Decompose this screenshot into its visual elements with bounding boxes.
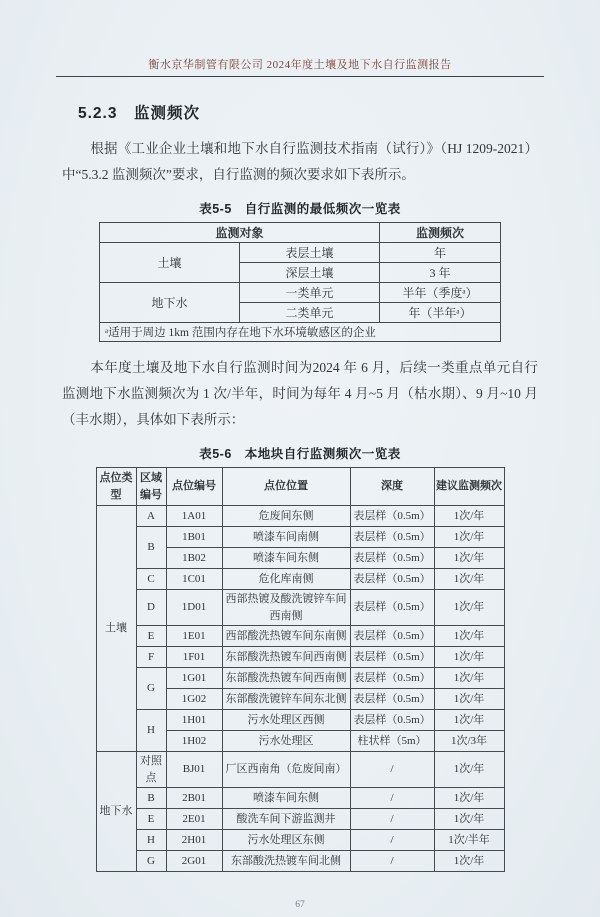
unit-cell: 深层土壤: [240, 263, 380, 283]
header-cell-point-location: 点位位置: [222, 468, 350, 506]
frequency-cell: 1次/年: [434, 626, 504, 647]
table-row: [100, 243, 501, 263]
code-cell: 1C01: [166, 569, 222, 590]
table-row: [96, 527, 504, 548]
location-cell: 污水处理区西侧: [222, 710, 350, 731]
depth-cell: 表层样（0.5m）: [350, 689, 434, 710]
location-cell: 喷漆车间东侧: [222, 788, 350, 809]
location-cell: 东部酸洗镀锌车间东北侧: [222, 689, 350, 710]
zone-cell: G: [136, 668, 166, 710]
frequency-cell: 1次/年: [434, 569, 504, 590]
table-row: [96, 851, 504, 872]
frequency-cell: 1次/年: [434, 851, 504, 872]
code-cell: 2B01: [166, 788, 222, 809]
zone-cell: F: [136, 647, 166, 668]
group-cell-soil: 土壤: [100, 243, 240, 283]
table-header-row: [96, 468, 504, 506]
section-heading: 5.2.3 监测频次: [78, 105, 200, 122]
frequency-cell: 1次/年: [434, 647, 504, 668]
paragraph-monitoring-schedule: 本年度土壤及地下水自行监测时间为2024 年 6 月，后续一类重点单元自行监测地下水监测频次为 1 次/半年，时间为每年 4 月~5 月（枯水期）、9 月~10 月（丰水期），具体如下表所示：: [62, 360, 538, 427]
frequency-cell: 1次/3年: [434, 731, 504, 752]
depth-cell: 表层样（0.5m）: [350, 626, 434, 647]
report-page: [0, 56, 600, 917]
table-row: [96, 626, 504, 647]
zone-cell: A: [136, 506, 166, 527]
depth-cell: 柱状样（5m）: [350, 731, 434, 752]
depth-cell: /: [350, 809, 434, 830]
code-cell: 1D01: [166, 590, 222, 626]
depth-cell: 表层样（0.5m）: [350, 548, 434, 569]
table-row: [96, 506, 504, 527]
table-row: [96, 590, 504, 626]
location-cell: 西部酸洗热镀车间东南侧: [222, 626, 350, 647]
depth-cell: /: [350, 788, 434, 809]
page-number: 67: [295, 900, 305, 910]
location-cell: 喷漆车间东侧: [222, 548, 350, 569]
location-cell: 喷漆车间南侧: [222, 527, 350, 548]
paragraph-monitoring-basis: 根据《工业企业土壤和地下水自行监测技术指南（试行）》（HJ 1209-2021） 中“5.3.2 监测频次”要求，自行监测的频次要求如下表所示。: [62, 141, 538, 182]
zone-cell: C: [136, 569, 166, 590]
table-5-6-caption: 表5-6 本地块自行监测频次一览表: [199, 447, 401, 461]
location-cell: 危废间东侧: [222, 506, 350, 527]
frequency-cell: 1次/年: [434, 527, 504, 548]
location-cell: 污水处理区东侧: [222, 830, 350, 851]
code-cell: 1B01: [166, 527, 222, 548]
location-cell: 西部热镀及酸洗镀锌车间西南侧: [222, 590, 350, 626]
code-cell: 1G01: [166, 668, 222, 689]
location-cell: 东部酸洗热镀车间北侧: [222, 851, 350, 872]
zone-cell: E: [136, 809, 166, 830]
code-cell: 1H01: [166, 710, 222, 731]
group-cell-groundwater: 地下水: [100, 283, 240, 323]
depth-cell: 表层样（0.5m）: [350, 569, 434, 590]
code-cell: BJ01: [166, 752, 222, 788]
table-row: [96, 830, 504, 851]
location-cell: 酸洗车间下游监测井: [222, 809, 350, 830]
table-site-frequency: [96, 467, 505, 872]
frequency-cell: 1次/年: [434, 590, 504, 626]
unit-cell: 表层土壤: [240, 243, 380, 263]
frequency-cell: 1次/年: [434, 689, 504, 710]
frequency-cell: 1次/年: [434, 506, 504, 527]
frequency-cell: 1次/年: [434, 788, 504, 809]
zone-cell: B: [136, 788, 166, 809]
code-cell: 1A01: [166, 506, 222, 527]
zone-cell: E: [136, 626, 166, 647]
depth-cell: /: [350, 752, 434, 788]
table-row: [96, 788, 504, 809]
depth-cell: /: [350, 830, 434, 851]
code-cell: 2G01: [166, 851, 222, 872]
depth-cell: 表层样（0.5m）: [350, 590, 434, 626]
zone-cell: H: [136, 710, 166, 752]
header-cell-point-code: 点位编号: [166, 468, 222, 506]
frequency-cell: 1次/年: [434, 752, 504, 788]
frequency-cell: 1次/年: [434, 548, 504, 569]
zone-cell: B: [136, 527, 166, 569]
depth-cell: 表层样（0.5m）: [350, 647, 434, 668]
zone-cell: H: [136, 830, 166, 851]
header-cell-suggested-frequency: 建议监测频次: [434, 468, 504, 506]
frequency-cell: 3 年: [380, 263, 501, 283]
depth-cell: 表层样（0.5m）: [350, 710, 434, 731]
table-row: [96, 668, 504, 689]
frequency-cell: 1次/年: [434, 809, 504, 830]
header-cell-zone-code: 区域编号: [136, 468, 166, 506]
frequency-cell: 年（半年ᵃ）: [380, 303, 501, 323]
header-cell-point-type: 点位类型: [96, 468, 136, 506]
footnote-cell: ᵃ适用于周边 1km 范围内存在地下水环境敏感区的企业: [100, 323, 501, 342]
table-row: [96, 809, 504, 830]
header-cell-object: 监测对象: [100, 223, 380, 243]
table-row: [96, 752, 504, 788]
zone-cell: D: [136, 590, 166, 626]
table-row: [96, 647, 504, 668]
header-cell-frequency: 监测频次: [380, 223, 501, 243]
header-cell-depth: 深度: [350, 468, 434, 506]
code-cell: 1E01: [166, 626, 222, 647]
table-header-row: [100, 223, 501, 243]
frequency-cell: 1次/年: [434, 668, 504, 689]
table-footnote-row: [100, 323, 501, 342]
zone-cell: 对照点: [136, 752, 166, 788]
code-cell: 2E01: [166, 809, 222, 830]
code-cell: 2H01: [166, 830, 222, 851]
type-cell-soil: 土壤: [96, 506, 136, 752]
table-row: [96, 569, 504, 590]
zone-cell: G: [136, 851, 166, 872]
unit-cell: 一类单元: [240, 283, 380, 303]
location-cell: 东部酸洗热镀车间西南侧: [222, 668, 350, 689]
code-cell: 1F01: [166, 647, 222, 668]
location-cell: 厂区西南角（危废间南）: [222, 752, 350, 788]
depth-cell: 表层样（0.5m）: [350, 506, 434, 527]
type-cell-groundwater: 地下水: [96, 752, 136, 872]
table-minimum-frequency: [99, 222, 501, 342]
frequency-cell: 1次/半年: [434, 830, 504, 851]
depth-cell: 表层样（0.5m）: [350, 668, 434, 689]
table-row: [100, 283, 501, 303]
code-cell: 1H02: [166, 731, 222, 752]
frequency-cell: 年: [380, 243, 501, 263]
frequency-cell: 1次/年: [434, 710, 504, 731]
unit-cell: 二类单元: [240, 303, 380, 323]
location-cell: 东部酸洗热镀车间西南侧: [222, 647, 350, 668]
frequency-cell: 半年（季度ᵃ）: [380, 283, 501, 303]
table-5-5-caption: 表5-5 自行监测的最低频次一览表: [199, 202, 401, 216]
table-row: [96, 710, 504, 731]
code-cell: 1G02: [166, 689, 222, 710]
depth-cell: /: [350, 851, 434, 872]
location-cell: 污水处理区: [222, 731, 350, 752]
page-header-title: 衡水京华制管有限公司 2024年度土壤及地下水自行监测报告: [56, 56, 544, 77]
location-cell: 危化库南侧: [222, 569, 350, 590]
depth-cell: 表层样（0.5m）: [350, 527, 434, 548]
code-cell: 1B02: [166, 548, 222, 569]
